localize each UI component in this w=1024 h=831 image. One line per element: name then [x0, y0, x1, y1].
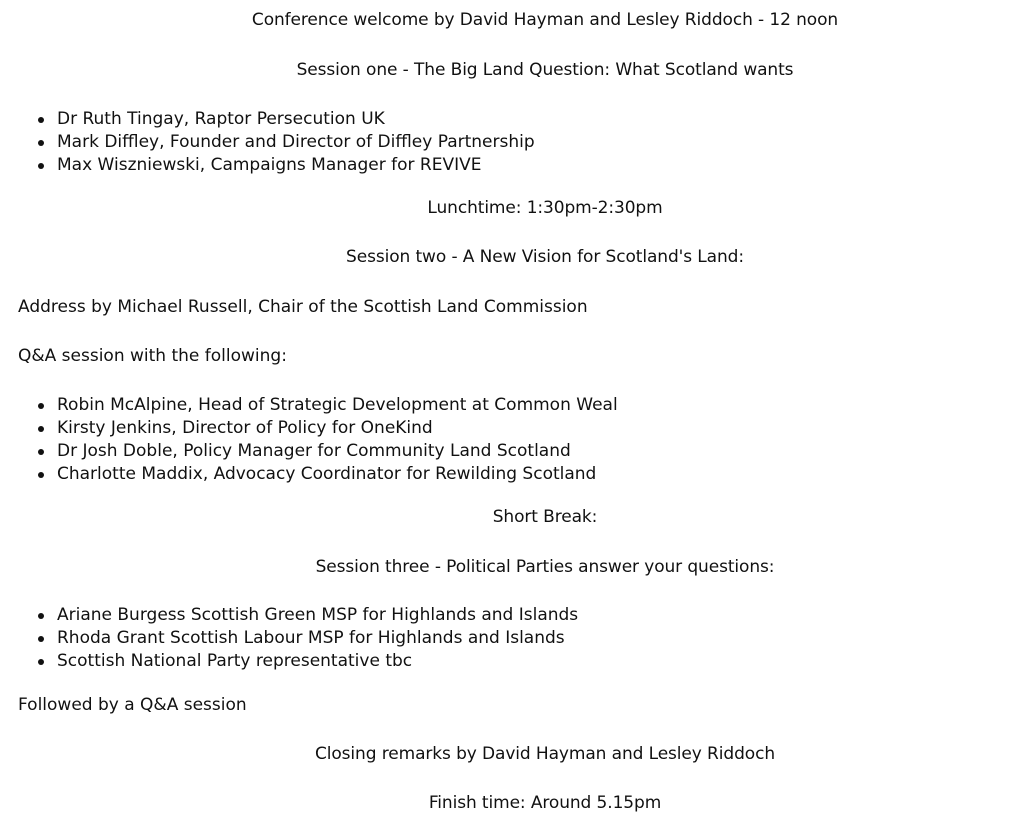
- session-three-heading: Session three - Political Parties answer your questions:: [315, 557, 775, 577]
- bullet-icon: [38, 117, 44, 123]
- closing-remarks: Closing remarks by David Hayman and Lesley Riddoch: [314, 744, 775, 764]
- bullet-icon: [38, 636, 44, 642]
- session-two-speaker-list: [0, 394, 618, 486]
- bullet-icon: [38, 659, 44, 665]
- bullet-icon: [38, 403, 44, 409]
- keynote-address: Address by Michael Russell, Chair of the Scottish Land Commission: [18, 297, 588, 317]
- session-one-heading: Session one - The Big Land Question: What Scotland wants: [296, 60, 794, 80]
- list-item: [0, 627, 578, 650]
- list-item: [0, 131, 535, 154]
- bullet-icon: [38, 140, 44, 146]
- qa-intro: Q&A session with the following:: [18, 346, 287, 366]
- bullet-icon: [38, 449, 44, 455]
- list-item: [0, 440, 618, 463]
- list-item: [0, 108, 535, 131]
- bullet-icon: [38, 426, 44, 432]
- speaker-name: Max Wiszniewski, Campaigns Manager for REVIVE: [57, 155, 482, 175]
- session-one-speaker-list: [0, 108, 535, 177]
- lunch-time: Lunchtime: 1:30pm-2:30pm: [427, 198, 663, 218]
- finish-time: Finish time: Around 5.15pm: [428, 793, 662, 813]
- bullet-icon: [38, 163, 44, 169]
- list-item: [0, 154, 535, 177]
- speaker-name: Charlotte Maddix, Advocacy Coordinator for Rewilding Scotland: [57, 464, 597, 484]
- list-item: [0, 604, 578, 627]
- speaker-name: Ariane Burgess Scottish Green MSP for Highlands and Islands: [57, 605, 579, 625]
- speaker-name: Kirsty Jenkins, Director of Policy for OneKind: [57, 418, 433, 438]
- list-item: [0, 650, 578, 673]
- speaker-name: Dr Josh Doble, Policy Manager for Community Land Scotland: [57, 441, 571, 461]
- session-three-speaker-list: [0, 604, 578, 673]
- bullet-icon: [38, 472, 44, 478]
- short-break: Short Break:: [492, 507, 598, 527]
- speaker-name: Robin McAlpine, Head of Strategic Development at Common Weal: [57, 395, 618, 415]
- list-item: [0, 394, 618, 417]
- list-item: [0, 463, 618, 486]
- followed-by-qa: Followed by a Q&A session: [18, 695, 247, 715]
- speaker-name: Rhoda Grant Scottish Labour MSP for Highlands and Islands: [57, 628, 565, 648]
- welcome-heading: Conference welcome by David Hayman and Lesley Riddoch - 12 noon: [251, 10, 839, 30]
- list-item: [0, 417, 618, 440]
- session-two-heading: Session two - A New Vision for Scotland's Land:: [346, 247, 744, 267]
- bullet-icon: [38, 613, 44, 619]
- speaker-name: Mark Diffley, Founder and Director of Diffley Partnership: [57, 132, 535, 152]
- speaker-name: Scottish National Party representative tbc: [57, 651, 413, 671]
- speaker-name: Dr Ruth Tingay, Raptor Persecution UK: [57, 109, 385, 129]
